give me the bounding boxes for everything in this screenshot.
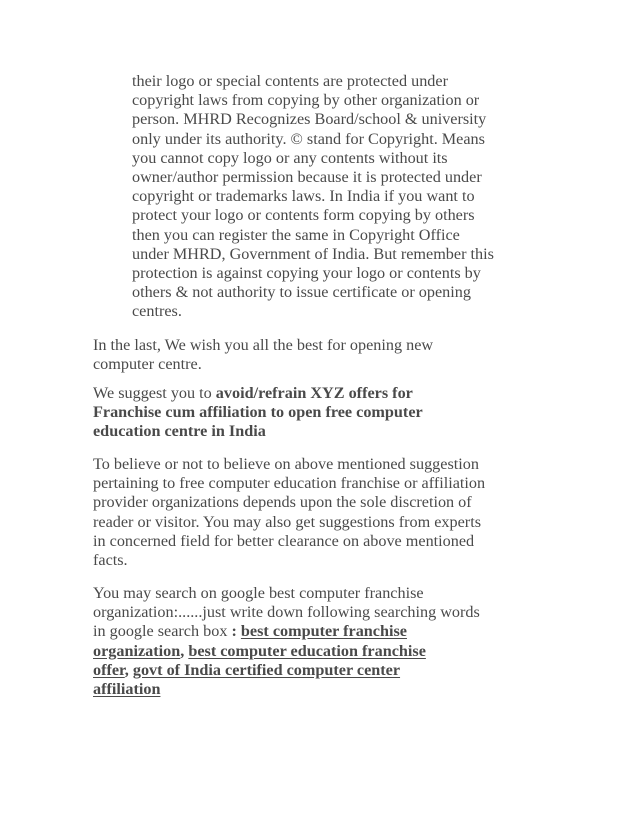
suggestion-emphasis: Franchise cum affiliation to open free computer [93, 403, 423, 422]
colon-separator: : [231, 622, 241, 641]
text-line: copyright laws from copying by other organization or [132, 91, 480, 110]
text-line: others & not authority to issue certificate or opening [132, 283, 471, 302]
suggestion-emphasis: avoid/refrain XYZ offers for [215, 384, 413, 402]
text-line: To believe or not to believe on above mentioned suggestion [93, 455, 479, 473]
text-line: under MHRD, Government of India. But remember this [132, 244, 494, 263]
text-line [93, 661, 553, 680]
comma-separator: , [180, 641, 189, 660]
text-line [93, 642, 553, 661]
link-govt-india-certified-computer-center-affiliation[interactable]: govt of India certified computer center [132, 660, 401, 679]
believe-paragraph [93, 455, 553, 570]
text-line: computer centre. [93, 355, 202, 374]
text-line: organization:......just write down following searching words [93, 603, 480, 622]
link-govt-india-certified-computer-center-affiliation[interactable]: affiliation [93, 680, 161, 699]
text-line: provider organizations depends upon the sole discretion of [93, 493, 472, 512]
comma-separator: , [124, 660, 133, 679]
text-line: their logo or special contents are protected under [132, 72, 448, 90]
text-line: pertaining to free computer education franchise or affiliation [93, 474, 486, 493]
link-best-computer-education-franchise-offer[interactable]: best computer education franchise [188, 641, 426, 660]
text-line: only under its authority. © stand for Copyright. Means [132, 129, 485, 148]
link-best-computer-franchise-organization[interactable]: best computer franchise [240, 622, 407, 641]
text-line [93, 403, 553, 422]
text-line: facts. [93, 551, 128, 570]
search-paragraph [93, 584, 553, 699]
text-line: copyright or trademarks laws. In India if you want to [132, 187, 475, 206]
search-prefix: in google search box [93, 622, 232, 641]
text-line: protect your logo or contents form copying by others [132, 206, 475, 225]
text-line: protection is against copying your logo or contents by [132, 264, 481, 283]
link-best-computer-franchise-organization[interactable]: organization [93, 641, 181, 660]
text-line: You may search on google best computer franchise [93, 584, 424, 602]
text-line: person. MHRD Recognizes Board/school & university [132, 110, 487, 129]
suggestion-emphasis: education centre in India [93, 422, 266, 441]
text-line: you cannot copy logo or any contents without its [132, 148, 448, 167]
suggestion-paragraph [93, 384, 553, 442]
text-line: then you can register the same in Copyright Office [132, 225, 460, 244]
text-line: in concerned field for better clearance on above mentioned [93, 531, 475, 550]
text-line [93, 680, 553, 699]
text-line [93, 384, 553, 403]
text-line: reader or visitor. You may also get suggestions from experts [93, 512, 481, 531]
closing-wish-paragraph [93, 336, 553, 374]
suggestion-prefix: We suggest you to [93, 384, 216, 402]
text-line: In the last, We wish you all the best for opening new [93, 336, 434, 354]
text-line [93, 622, 553, 641]
copyright-paragraph [132, 72, 562, 322]
text-line [93, 422, 553, 441]
text-line: owner/author permission because it is protected under [132, 168, 482, 187]
link-best-computer-education-franchise-offer[interactable]: offer [93, 660, 125, 679]
text-line: centres. [132, 302, 182, 321]
